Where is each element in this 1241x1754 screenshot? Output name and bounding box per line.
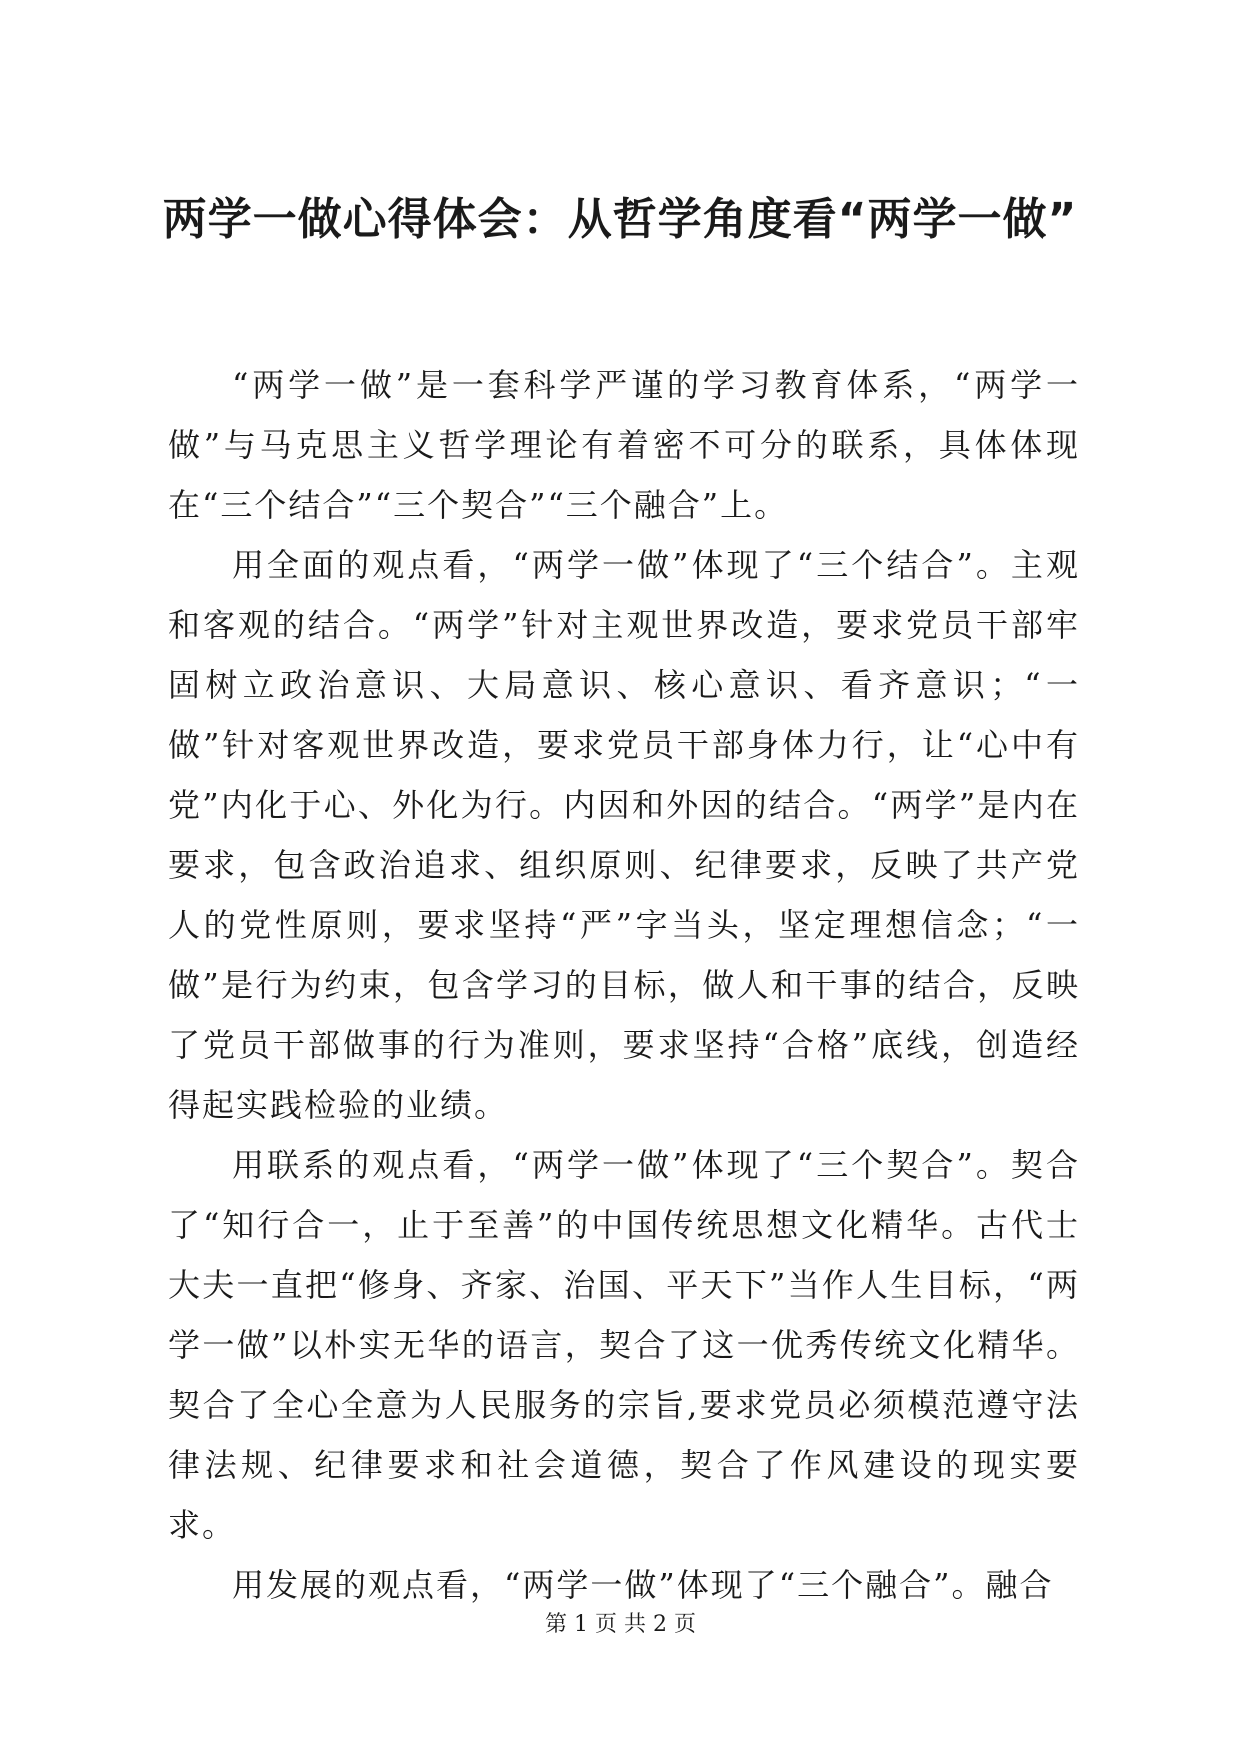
paragraph-three-combinations: 用全面的观点看，“两学一做”体现了“三个结合”。主观和客观的结合。“两学”针对主观世界改造，要求党员干部牢固树立政治意识、大局意识、核心意识、看齐意识；“一做”针对客观世界改造，要求党员干部身体力行，让“心中有党”内化于心、外化为行。内因和外因的结合。“两学”是内在要求，包含政治追求、组织原则、纪律要求，反映了共产党人的党性原则，要求坚持“严”字当头，坚定理想信念；“一做”是行为约束，包含学习的目标，做人和干事的结合，反映了党员干部做事的行为准则，要求坚持“合格”底线，创造经得起实践检验的业绩。 xyxy=(168,546,1080,1124)
document-body xyxy=(168,355,1080,1615)
document-title: 两学一做心得体会：从哲学角度看“两学一做” xyxy=(162,194,1078,245)
page-number-footer: 第 1 页 共 2 页 xyxy=(545,1612,696,1637)
paragraph-intro: “两学一做”是一套科学严谨的学习教育体系，“两学一做”与马克思主义哲学理论有着密不可分的联系，具体体现在“三个结合”“三个契合”“三个融合”上。 xyxy=(168,366,1080,524)
paragraph-three-fusions: 用发展的观点看，“两学一做”体现了“三个融合”。融合 xyxy=(232,1566,1054,1604)
paragraph-three-agreements: 用联系的观点看，“两学一做”体现了“三个契合”。契合了“知行合一，止于至善”的中国传统思想文化精华。古代士大夫一直把“修身、齐家、治国、平天下”当作人生目标，“两学一做”以朴实无华的语言，契合了这一优秀传统文化精华。契合了全心全意为人民服务的宗旨,要求党员必须模范遵守法律法规、纪律要求和社会道德，契合了作风建设的现实要求。 xyxy=(168,1146,1080,1544)
